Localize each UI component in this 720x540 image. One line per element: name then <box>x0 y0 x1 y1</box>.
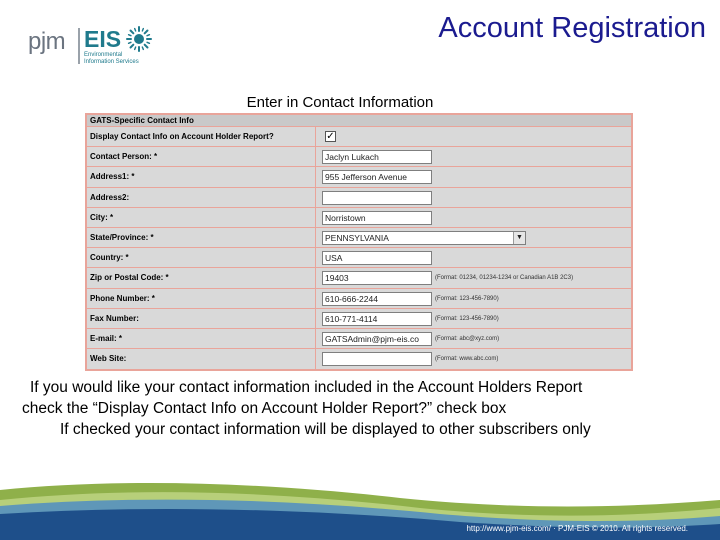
display-contact-label: Display Contact Info on Account Holder Report? <box>90 127 316 146</box>
contact-person-input[interactable]: Jaclyn Lukach <box>322 150 432 164</box>
state-select[interactable] <box>322 231 526 245</box>
website-label: Web Site: <box>90 349 316 369</box>
state-label: State/Province: * <box>90 228 316 247</box>
logo-eis-text: EIS <box>84 26 122 52</box>
logo-sub-line2: Information Services <box>84 59 139 65</box>
logo-sub-line1: Environmental <box>84 52 123 58</box>
form-row-contact-person <box>87 147 631 167</box>
form-row-display-contact <box>87 127 631 147</box>
fax-format-hint: (Format: 123-456-7890) <box>435 315 499 322</box>
email-input[interactable]: GATSAdmin@pjm-eis.co <box>322 332 432 346</box>
zip-input[interactable]: 19403 <box>322 271 432 285</box>
form-row-phone <box>87 289 631 309</box>
city-label: City: * <box>90 208 316 227</box>
section-caption: Enter in Contact Information <box>246 94 434 111</box>
fax-label: Fax Number: <box>90 309 316 328</box>
address2-input[interactable] <box>322 191 432 205</box>
pjm-eis-logo <box>28 22 178 72</box>
form-row-zip <box>87 268 631 288</box>
form-row-website <box>87 349 631 369</box>
zip-format-hint: (Format: 01234, 01234-1234 or Canadian A1B 2C3) <box>435 275 574 282</box>
contact-info-form <box>85 113 633 371</box>
address1-input[interactable]: 955 Jefferson Avenue <box>322 170 432 184</box>
website-input[interactable] <box>322 352 432 366</box>
address1-label: Address1: * <box>90 167 316 186</box>
instruction-line-3: If checked your contact information will be displayed to other subscribers only <box>60 421 591 438</box>
form-row-state <box>87 228 631 248</box>
logo-pjm-text: pjm <box>28 28 66 55</box>
instruction-line-2: check the “Display Contact Info on Account Holder Report?” check box <box>22 400 507 417</box>
page-title: Account Registration <box>438 12 706 44</box>
email-format-hint: (Format: abc@xyz.com) <box>435 335 500 342</box>
contact-person-label: Contact Person: * <box>90 147 316 166</box>
form-row-email <box>87 329 631 349</box>
form-row-country <box>87 248 631 268</box>
footer-copyright: http://www.pjm-eis.com/ · PJM-EIS © 2010. All rights reserved. <box>466 524 688 533</box>
chevron-down-icon[interactable]: ▼ <box>513 232 525 244</box>
form-row-address2 <box>87 188 631 208</box>
form-header: GATS-Specific Contact Info <box>87 115 631 127</box>
form-row-address1 <box>87 167 631 187</box>
state-select-value: PENNSYLVANIA <box>325 232 389 243</box>
email-label: E-mail: * <box>90 329 316 348</box>
country-label: Country: * <box>90 248 316 267</box>
phone-format-hint: (Format: 123-456-7890) <box>435 295 499 302</box>
phone-label: Phone Number: * <box>90 289 316 308</box>
form-row-city <box>87 208 631 228</box>
form-row-fax <box>87 309 631 329</box>
logo-subtitle <box>84 52 174 66</box>
city-input[interactable]: Norristown <box>322 211 432 225</box>
website-format-hint: (Format: www.abc.com) <box>435 356 499 363</box>
address2-label: Address2: <box>90 188 316 207</box>
instruction-line-1: If you would like your contact information included in the Account Holders Report <box>30 379 583 396</box>
logo-divider <box>78 28 80 64</box>
sun-icon <box>124 24 154 54</box>
zip-label: Zip or Postal Code: * <box>90 268 316 287</box>
country-input[interactable]: USA <box>322 251 432 265</box>
phone-input[interactable]: 610-666-2244 <box>322 292 432 306</box>
display-contact-checkbox[interactable]: ✓ <box>326 131 335 142</box>
fax-input[interactable]: 610-771-4114 <box>322 312 432 326</box>
